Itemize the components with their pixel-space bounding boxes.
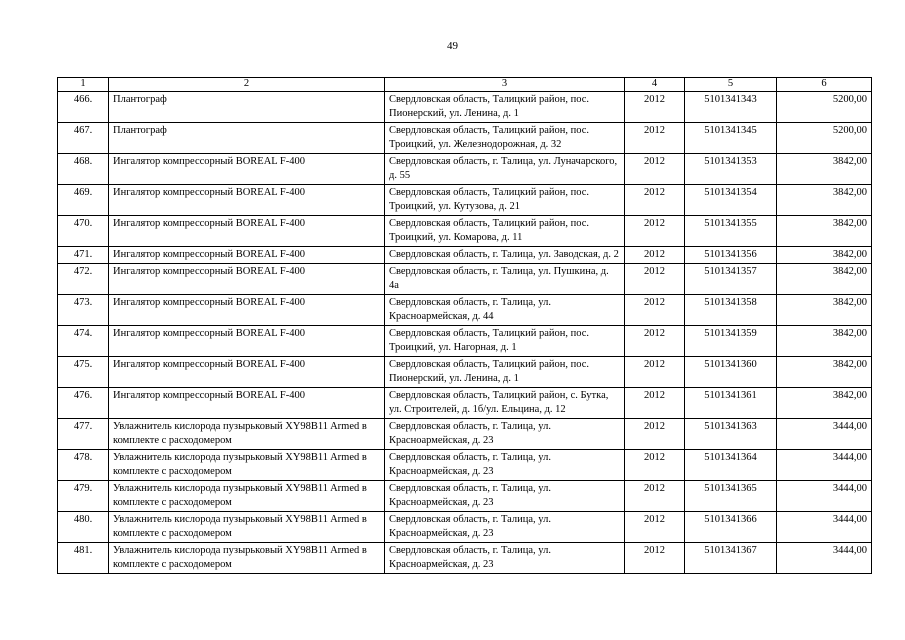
cell-inventory-number: 5101341361 [685, 388, 777, 419]
column-header-name: 2 [109, 78, 385, 92]
cell-inventory-number: 5101341357 [685, 264, 777, 295]
table-row [58, 450, 872, 481]
cell-item-name: Увлажнитель кислорода пузырьковый XY98B11 Armed в комплекте с расходомером [109, 512, 385, 543]
cell-inventory-number: 5101341356 [685, 247, 777, 264]
cell-cost: 3842,00 [777, 247, 872, 264]
cell-address: Свердловская область, Талицкий район, пос. Пионерский, ул. Ленина, д. 1 [385, 357, 625, 388]
cell-cost: 3842,00 [777, 154, 872, 185]
cell-number: 477. [58, 419, 109, 450]
cell-inventory-number: 5101341354 [685, 185, 777, 216]
cell-cost: 3444,00 [777, 450, 872, 481]
table-row [58, 185, 872, 216]
cell-item-name: Ингалятор компрессорный BOREAL F-400 [109, 154, 385, 185]
table-row [58, 357, 872, 388]
cell-inventory-number: 5101341367 [685, 543, 777, 574]
cell-number: 466. [58, 92, 109, 123]
cell-year: 2012 [625, 185, 685, 216]
cell-address: Свердловская область, г. Талица, ул. Красноармейская, д. 23 [385, 512, 625, 543]
table-row [58, 216, 872, 247]
cell-year: 2012 [625, 388, 685, 419]
cell-inventory-number: 5101341353 [685, 154, 777, 185]
cell-number: 472. [58, 264, 109, 295]
table-row [58, 481, 872, 512]
property-registry-table [57, 77, 872, 574]
cell-cost: 5200,00 [777, 92, 872, 123]
cell-address: Свердловская область, Талицкий район, пос. Троицкий, ул. Кутузова, д. 21 [385, 185, 625, 216]
cell-cost: 3444,00 [777, 481, 872, 512]
cell-year: 2012 [625, 295, 685, 326]
column-header-cost: 6 [777, 78, 872, 92]
cell-item-name: Увлажнитель кислорода пузырьковый XY98B11 Armed в комплекте с расходомером [109, 543, 385, 574]
cell-number: 478. [58, 450, 109, 481]
cell-number: 476. [58, 388, 109, 419]
cell-item-name: Ингалятор компрессорный BOREAL F-400 [109, 216, 385, 247]
page-number: 49 [447, 40, 458, 52]
cell-year: 2012 [625, 357, 685, 388]
cell-number: 479. [58, 481, 109, 512]
cell-item-name: Увлажнитель кислорода пузырьковый XY98B11 Armed в комплекте с расходомером [109, 419, 385, 450]
table-header-row [58, 78, 872, 92]
cell-address: Свердловская область, г. Талица, ул. Красноармейская, д. 23 [385, 481, 625, 512]
cell-inventory-number: 5101341364 [685, 450, 777, 481]
cell-address: Свердловская область, г. Талица, ул. Пушкина, д. 4а [385, 264, 625, 295]
cell-address: Свердловская область, Талицкий район, пос. Пионерский, ул. Ленина, д. 1 [385, 92, 625, 123]
cell-number: 471. [58, 247, 109, 264]
cell-inventory-number: 5101341343 [685, 92, 777, 123]
table-row [58, 419, 872, 450]
cell-number: 473. [58, 295, 109, 326]
table-row [58, 264, 872, 295]
cell-cost: 3842,00 [777, 357, 872, 388]
cell-year: 2012 [625, 481, 685, 512]
column-header-address: 3 [385, 78, 625, 92]
cell-address: Свердловская область, г. Талица, ул. Красноармейская, д. 44 [385, 295, 625, 326]
cell-year: 2012 [625, 154, 685, 185]
cell-address: Свердловская область, Талицкий район, пос. Троицкий, ул. Нагорная, д. 1 [385, 326, 625, 357]
cell-inventory-number: 5101341359 [685, 326, 777, 357]
cell-cost: 3842,00 [777, 295, 872, 326]
cell-year: 2012 [625, 543, 685, 574]
table-row [58, 512, 872, 543]
cell-address: Свердловская область, г. Талица, ул. Заводская, д. 2 [385, 247, 625, 264]
cell-inventory-number: 5101341360 [685, 357, 777, 388]
cell-cost: 3444,00 [777, 419, 872, 450]
cell-item-name: Плантограф [109, 92, 385, 123]
cell-item-name: Ингалятор компрессорный BOREAL F-400 [109, 357, 385, 388]
cell-year: 2012 [625, 123, 685, 154]
cell-number: 467. [58, 123, 109, 154]
cell-item-name: Увлажнитель кислорода пузырьковый XY98B11 Armed в комплекте с расходомером [109, 450, 385, 481]
cell-cost: 3842,00 [777, 185, 872, 216]
cell-cost: 5200,00 [777, 123, 872, 154]
cell-number: 475. [58, 357, 109, 388]
column-header-year: 4 [625, 78, 685, 92]
cell-cost: 3444,00 [777, 543, 872, 574]
cell-item-name: Ингалятор компрессорный BOREAL F-400 [109, 388, 385, 419]
cell-number: 481. [58, 543, 109, 574]
cell-item-name: Ингалятор компрессорный BOREAL F-400 [109, 185, 385, 216]
cell-cost: 3842,00 [777, 326, 872, 357]
cell-item-name: Ингалятор компрессорный BOREAL F-400 [109, 326, 385, 357]
cell-number: 480. [58, 512, 109, 543]
cell-number: 468. [58, 154, 109, 185]
cell-address: Свердловская область, г. Талица, ул. Красноармейская, д. 23 [385, 419, 625, 450]
cell-cost: 3444,00 [777, 512, 872, 543]
cell-item-name: Ингалятор компрессорный BOREAL F-400 [109, 295, 385, 326]
table-row [58, 92, 872, 123]
cell-year: 2012 [625, 216, 685, 247]
cell-address: Свердловская область, Талицкий район, пос. Троицкий, ул. Комарова, д. 11 [385, 216, 625, 247]
cell-inventory-number: 5101341365 [685, 481, 777, 512]
table-row [58, 388, 872, 419]
cell-year: 2012 [625, 247, 685, 264]
cell-inventory-number: 5101341366 [685, 512, 777, 543]
cell-year: 2012 [625, 512, 685, 543]
table-row [58, 295, 872, 326]
cell-number: 469. [58, 185, 109, 216]
table-body [58, 92, 872, 574]
cell-number: 470. [58, 216, 109, 247]
cell-item-name: Увлажнитель кислорода пузырьковый XY98B11 Armed в комплекте с расходомером [109, 481, 385, 512]
cell-inventory-number: 5101341358 [685, 295, 777, 326]
cell-inventory-number: 5101341355 [685, 216, 777, 247]
column-header-inventory-number: 5 [685, 78, 777, 92]
cell-item-name: Ингалятор компрессорный BOREAL F-400 [109, 264, 385, 295]
column-header-number: 1 [58, 78, 109, 92]
cell-cost: 3842,00 [777, 388, 872, 419]
cell-year: 2012 [625, 264, 685, 295]
cell-address: Свердловская область, г. Талица, ул. Красноармейская, д. 23 [385, 450, 625, 481]
cell-cost: 3842,00 [777, 216, 872, 247]
table-row [58, 543, 872, 574]
cell-inventory-number: 5101341363 [685, 419, 777, 450]
cell-year: 2012 [625, 92, 685, 123]
cell-address: Свердловская область, Талицкий район, пос. Троицкий, ул. Железнодорожная, д. 32 [385, 123, 625, 154]
cell-address: Свердловская область, Талицкий район, с. Бутка, ул. Строителей, д. 1б/ул. Ельцина, д. 12 [385, 388, 625, 419]
cell-address: Свердловская область, г. Талица, ул. Луначарского, д. 55 [385, 154, 625, 185]
cell-year: 2012 [625, 326, 685, 357]
table-row [58, 123, 872, 154]
table-row [58, 326, 872, 357]
cell-address: Свердловская область, г. Талица, ул. Красноармейская, д. 23 [385, 543, 625, 574]
table-row [58, 154, 872, 185]
cell-item-name: Ингалятор компрессорный BOREAL F-400 [109, 247, 385, 264]
cell-year: 2012 [625, 450, 685, 481]
cell-inventory-number: 5101341345 [685, 123, 777, 154]
cell-year: 2012 [625, 419, 685, 450]
cell-cost: 3842,00 [777, 264, 872, 295]
cell-item-name: Плантограф [109, 123, 385, 154]
cell-number: 474. [58, 326, 109, 357]
table-row [58, 247, 872, 264]
